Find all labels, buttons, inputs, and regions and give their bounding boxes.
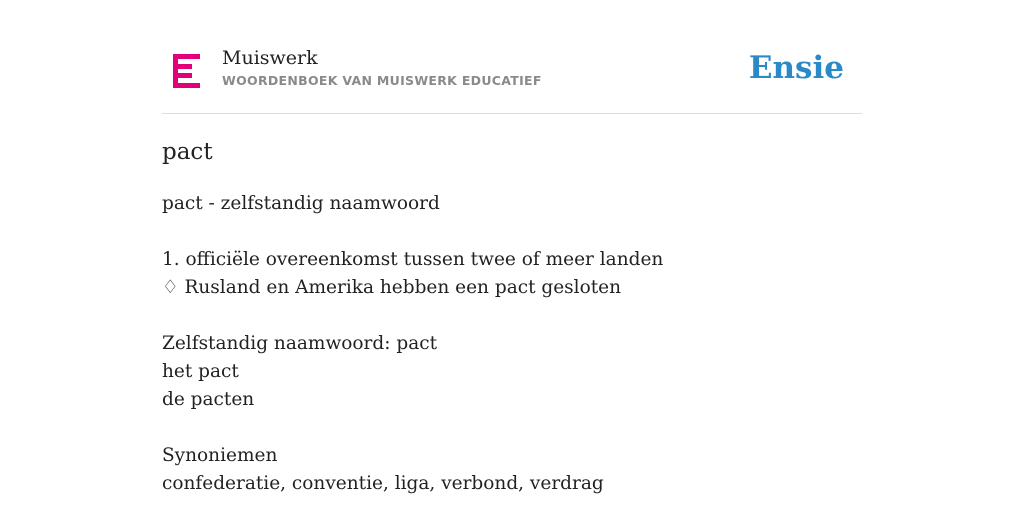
word-type-line: pact - zelfstandig naamwoord [162, 193, 440, 214]
site-header [162, 40, 862, 114]
brand-name[interactable]: Muiswerk [222, 47, 318, 69]
synonyms-list: confederatie, conventie, liga, verbond, verdrag [162, 473, 604, 494]
spacer [162, 218, 862, 246]
entry-content [162, 190, 862, 498]
singular-form: het pact [162, 361, 239, 382]
entry-title: pact [162, 139, 213, 165]
spacer [162, 302, 862, 330]
forms-heading: Zelfstandig naamwoord: pact [162, 333, 438, 354]
example-sentence: ♢ Rusland en Amerika hebben een pact gesloten [162, 277, 622, 298]
muiswerk-logo-icon[interactable] [173, 54, 200, 88]
definition: 1. officiële overeenkomst tussen twee of meer landen [162, 249, 664, 270]
spacer [162, 414, 862, 442]
brand-tagline: WOORDENBOEK VAN MUISWERK EDUCATIEF [222, 73, 542, 88]
synonyms-heading: Synoniemen [162, 445, 278, 466]
plural-form: de pacten [162, 389, 255, 410]
brand [222, 46, 542, 89]
ensie-logo-link[interactable]: Ensie [748, 50, 844, 86]
